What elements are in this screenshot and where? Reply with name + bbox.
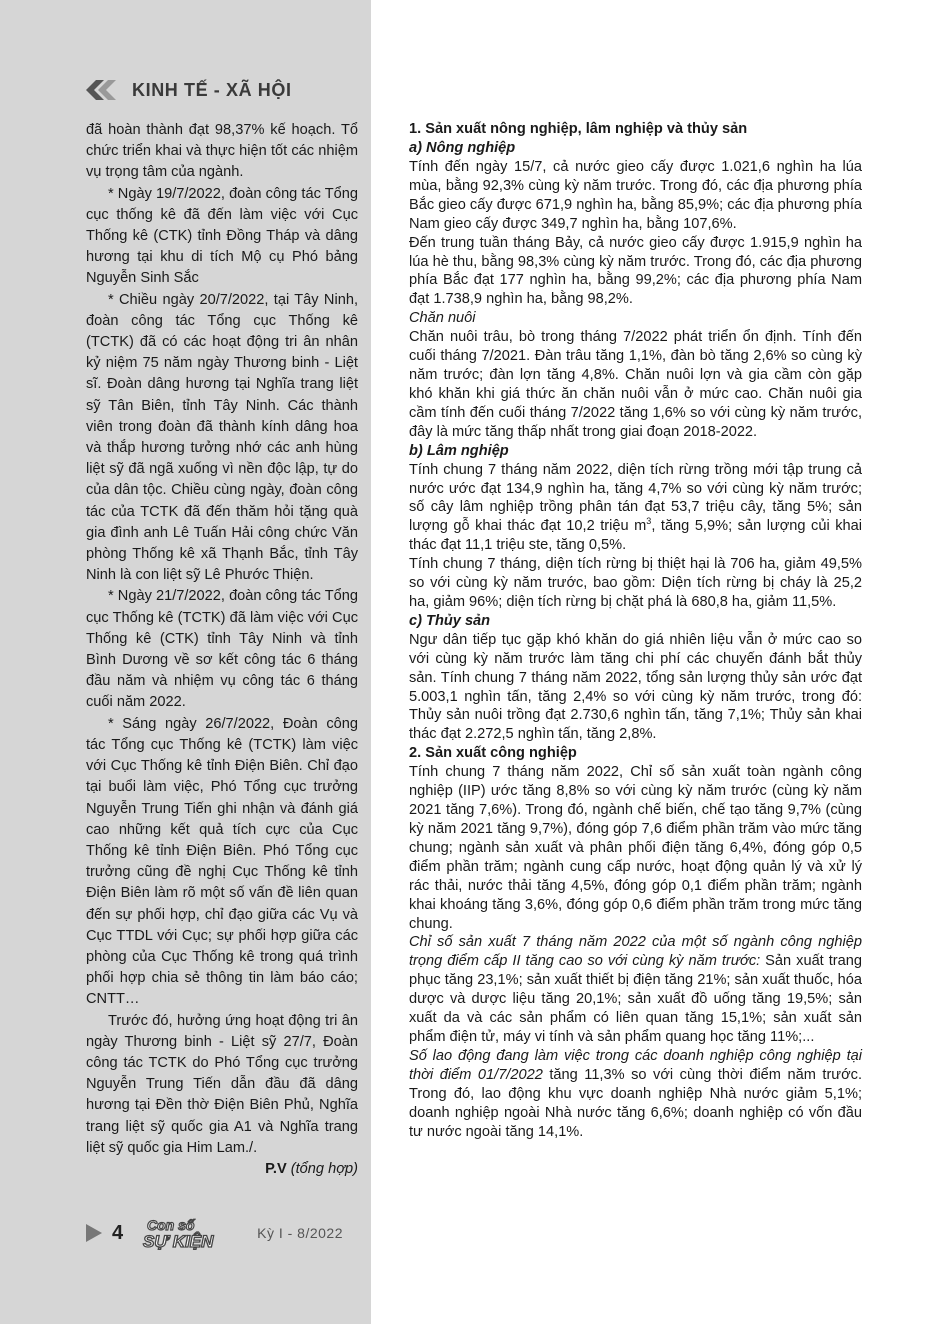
heading-industry: 2. Sản xuất công nghiệp (409, 745, 577, 762)
paragraph-forestry-1 (409, 461, 862, 556)
left-paragraph-2: * Ngày 19/7/2022, đoàn công tác Tổng cục thống kê đã đến làm việc với Cục Thống kê (CTK) tỉnh Đồng Tháp và dâng hương tại khu di tích Mộ cụ Phó bảng Nguyễn Sinh Sắc (86, 185, 358, 287)
paragraph-rice-mua: Tính đến ngày 15/7, cả nước gieo cấy được 1.021,6 nghìn ha lúa mùa, bằng 92,3% cùng kỳ năm trước. Trong đó, các địa phương phía Bắc gieo cấy được 671,9 nghìn ha, bằng 85,9%; các địa phương phía Nam gieo cấy được 349,7 nghìn ha, bằng 107,6%. (409, 159, 862, 232)
left-paragraph-4: * Ngày 21/7/2022, đoàn công tác Tổng cục Thống kê (TCTK) đã làm việc với Cục Thống kê (CTK) tỉnh Tây Ninh và tỉnh Bình Dương về sơ kết công tác 6 tháng đầu năm và nhiệm vụ công tác 6 tháng cuối năm 2022. (86, 588, 358, 711)
paragraph-fishery: Ngư dân tiếp tục gặp khó khăn do giá nhiên liệu vẫn ở mức cao so với cùng kỳ năm trước làm tăng chi phí các chuyến đánh bắt thủy sản. Tính chung 7 tháng năm 2022, tổng sản lượng thủy sản ước đạt 5.003,1 nghìn tấn, tăng 2,4% so với cùng kỳ năm trước, trong đó: Thủy sản nuôi trồng đạt 2.730,6 nghìn tấn, tăng 7,1%; Thủy sản khai thác đạt 2.272,5 nghìn tấn, tăng 2,8%. (409, 631, 862, 743)
subheading-fishery: c) Thủy sản (409, 612, 491, 629)
superscript-3: 3 (646, 516, 652, 527)
left-column (86, 120, 358, 1180)
signature (86, 1159, 358, 1180)
right-column (409, 120, 862, 1141)
magazine-logo (141, 1216, 251, 1250)
magazine-name-top: Con số (147, 1217, 195, 1233)
industry-2-italic: Chỉ số sản xuất 7 tháng năm 2022 của một số ngành công nghiệp trọng điểm cấp II tăng cao so với cùng kỳ năm trước: (409, 934, 862, 970)
forestry-text-b: , tăng 5,9%; sản lượng củi khai thác đạt 11,1 triệu ste, tăng 0,5%. (409, 518, 862, 554)
left-paragraph-1: đã hoàn thành đạt 98,37% kế hoạch. Tổ chức triển khai và thực hiện tốt các nhiệm vụ trọng tâm của ngành. (86, 122, 358, 181)
signature-note: (tổng hợp) (290, 1160, 358, 1177)
industry-3-italic: Số lao động đang làm việc trong các doanh nghiệp công nghiệp tại thời điểm 01/7/2022 (409, 1047, 862, 1083)
page-footer (84, 1216, 343, 1250)
left-paragraph-3: * Chiều ngày 20/7/2022, tại Tây Ninh, đoàn công tác Tổng cục Thống kê (TCTK) đã có các hoạt động tri ân nhân kỷ niệm 75 năm ngày Thương binh - Liệt sĩ. Đoàn dâng hương tại Nghĩa trang liệt sỹ Tân Biên, tỉnh Tây Ninh. Các thành viên trong đoàn đã thành kính dâng hoa và thắp hương tưởng nhớ các anh hùng liệt sỹ đã ngã xuống vì nền độc lập, tự do của dân tộc. Chiều cùng ngày, đoàn công tác của TCTK đã đến thăm hỏi tặng quà gia đình anh Lê Tuấn Hải công chức Văn phòng Thống kê xã Thạnh Bắc, tỉnh Tây Ninh là con liệt sỹ Lê Phước Thiện. (86, 291, 358, 584)
page-number: 4 (112, 1221, 124, 1244)
play-arrow-icon (84, 1222, 104, 1244)
paragraph-livestock: Chăn nuôi trâu, bò trong tháng 7/2022 phát triển ổn định. Tính đến cuối tháng 7/2021. Đàn trâu tăng 1,1%, đàn bò tăng 2,6% so cùng kỳ năm trước; đàn lợn tăng 4,8%. Chăn nuôi lợn và gia cầm còn gặp khó khăn khi giá thức ăn chăn nuôi vẫn ở mức cao. Chăn nuôi gia cầm tính đến cuối tháng 7/2022 tăng 1,6% so với cùng kỳ năm trước, đây là mức tăng thấp nhất trong giai đoạn 2018-2022. (409, 329, 862, 440)
forestry-text-a: Tính chung 7 tháng năm 2022, diện tích rừng trồng mới tập trung cả nước ước đạt 134,9 nghìn ha, tăng 4,7% so với cùng kỳ năm trước; số cây lâm nghiệp trồng phân tán đạt 53,7 triệu cây, tăng 5%; sản lượng gỗ khai thác đạt 10,2 triệu m (409, 461, 862, 535)
paragraph-forestry-2: Tính chung 7 tháng, diện tích rừng bị thiệt hại là 706 ha, giảm 49,5% so với cùng kỳ năm trước, bao gồm: Diện tích rừng bị cháy là 25,2 ha, giảm 96%; diện tích rừng bị chặt phá là 680,8 ha, giảm 11,5%. (409, 556, 862, 610)
subheading-agriculture: a) Nông nghiệp (409, 140, 516, 156)
section-title: KINH TẾ - XÃ HỘI (132, 79, 292, 100)
heading-agriculture: 1. Sản xuất nông nghiệp, lâm nghiệp và thủy sản (409, 121, 748, 137)
paragraph-industry-2 (409, 933, 862, 1046)
paragraph-rice-he-thu: Đến trung tuần tháng Bảy, cả nước gieo cấy được 1.915,9 nghìn ha lúa hè thu, bằng 98,3% cùng kỳ năm trước. Trong đó, các địa phương phía Bắc đạt 177 nghìn ha, bằng 99,2%; các địa phương phía Nam đạt 1.738,9 nghìn ha, bằng 98,2%. (409, 234, 862, 308)
left-paragraph-5: * Sáng ngày 26/7/2022, Đoàn công tác Tổng cục Thống kê (TCTK) làm việc với Cục Thống kê tỉnh Điện Biên. Chỉ đạo tại buổi làm việc, Phó Tổng cục trưởng Nguyễn Trung Tiến ghi nhận và đánh giá cao những kết quả tích cực của Cục Thống kê tỉnh Điện Biên. Phó Tổng cục trưởng cũng đề nghị Cục Thống kê tỉnh Điện Biên làm rõ một số vấn đề liên quan đến sự phối hợp, chỉ đạo giữa các Vụ và Cục TTDL với Cục; sự phối hợp giữa các phòng của Cục Thống kê trong quá trình phối hợp chia sẻ thông tin làm báo cáo; CNTT… (86, 715, 358, 1008)
subheading-forestry: b) Lâm nghiệp (409, 442, 509, 459)
section-header (84, 76, 292, 104)
signature-author: P.V (265, 1160, 287, 1177)
magazine-name-bottom: SỰ KIỆN (143, 1232, 214, 1250)
industry-2-text: Sản xuất trang phục tăng 23,1%; sản xuất thiết bị điện tăng 21%; sản xuất thuốc, hóa dược và dược liệu tăng 20,1%; sản xuất đồ uống tăng 19,5%; sản xuất da và các sản phẩm có liên quan tăng 15,1%; sản xuất sản phẩm điện tử, máy vi tính và sản phẩm quang học tăng 11%;... (409, 953, 862, 1045)
industry-3-text: tăng 11,3% so với cùng thời điểm năm trước. Trong đó, lao động khu vực doanh nghiệp Nhà nước giảm 5,1%; doanh nghiệp ngoài Nhà nước tăng 6,6%; doanh nghiệp có vốn đầu tư nước ngoài tăng 14,1%. (409, 1066, 862, 1140)
paragraph-industry-1: Tính chung 7 tháng năm 2022, Chỉ số sản xuất toàn ngành công nghiệp (IIP) ước tăng 8,8% so với cùng kỳ năm trước (cùng kỳ năm 2021 tăng 7,6%). Trong đó, ngành chế biến, chế tạo tăng 9,7% (cùng kỳ năm 2021 tăng 9,7%), đóng góp 7,6 điểm phần trăm vào mức tăng chung; ngành sản xuất và phân phối điện tăng 6,4%, đóng góp 0,5 điểm phần trăm; ngành cung cấp nước, hoạt động quản lý và xử lý rác thải, nước thải tăng 4,5%, đóng góp 0,1 điểm phần trăm; ngành khai khoáng tăng 3,6%, đóng góp 0,6 điểm phần trăm trong mức tăng chung. (409, 764, 862, 932)
label-livestock: Chăn nuôi (409, 310, 476, 327)
issue-label: Kỳ I - 8/2022 (257, 1225, 344, 1241)
paragraph-industry-3 (409, 1047, 862, 1142)
double-chevron-icon (84, 78, 124, 102)
left-paragraph-6: Trước đó, hưởng ứng hoạt động tri ân ngày Thương binh - Liệt sỹ 27/7, Đoàn công tác TCTK do Phó Tổng cục trưởng Nguyễn Trung Tiến dẫn đầu đã dâng hương tại Đền thờ Điện Biên Phủ, Nghĩa trang liệt sỹ quốc gia A1 và Nghĩa trang liệt sỹ quốc gia Him Lam./. (86, 1012, 358, 1156)
